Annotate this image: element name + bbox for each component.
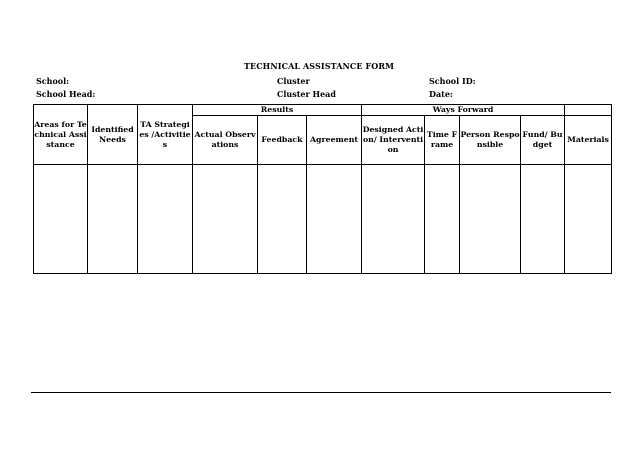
cell-actual-observations[interactable]: [193, 165, 258, 274]
col-header-actual-observations: Actual Observations: [193, 116, 258, 165]
cell-time-frame[interactable]: [425, 165, 460, 274]
cell-designed-action[interactable]: [362, 165, 425, 274]
group-header-ways-forward: Ways Forward: [362, 105, 565, 116]
cell-ta-strategies[interactable]: [138, 165, 193, 274]
col-header-ta-strategies: TA Strategies /Activities: [138, 105, 193, 165]
col-header-person-responsible: Person Responsible: [460, 116, 521, 165]
date-label: Date:: [429, 89, 453, 99]
cell-areas[interactable]: [34, 165, 88, 274]
school-label: School:: [36, 76, 70, 86]
cluster-head-label: Cluster Head: [277, 89, 336, 99]
form-title: TECHNICAL ASSISTANCE FORM: [243, 61, 395, 71]
technical-assistance-table: [33, 104, 612, 274]
col-header-materials: Materials: [565, 116, 612, 165]
col-header-identified-needs: Identified Needs: [88, 105, 138, 165]
cell-identified-needs[interactable]: [88, 165, 138, 274]
table-row: [34, 165, 612, 274]
cell-feedback[interactable]: [258, 165, 307, 274]
cluster-label: Cluster: [277, 76, 310, 86]
school-id-label: School ID:: [429, 76, 476, 86]
cell-person-responsible[interactable]: [460, 165, 521, 274]
col-header-fund-budget: Fund/ Budget: [521, 116, 565, 165]
table-group-header-row: [34, 105, 612, 116]
cell-fund-budget[interactable]: [521, 165, 565, 274]
signature-divider-line: [31, 392, 611, 393]
school-head-label: School Head:: [36, 89, 96, 99]
col-header-feedback: Feedback: [258, 116, 307, 165]
col-header-areas: Areas for Technical Assistance: [34, 105, 88, 165]
cell-agreement[interactable]: [307, 165, 362, 274]
empty-header-cell: [565, 105, 612, 116]
col-header-designed-action: Designed Action/ Intervention: [362, 116, 425, 165]
cell-materials[interactable]: [565, 165, 612, 274]
col-header-agreement: Agreement: [307, 116, 362, 165]
col-header-time-frame: Time Frame: [425, 116, 460, 165]
group-header-results: Results: [193, 105, 362, 116]
